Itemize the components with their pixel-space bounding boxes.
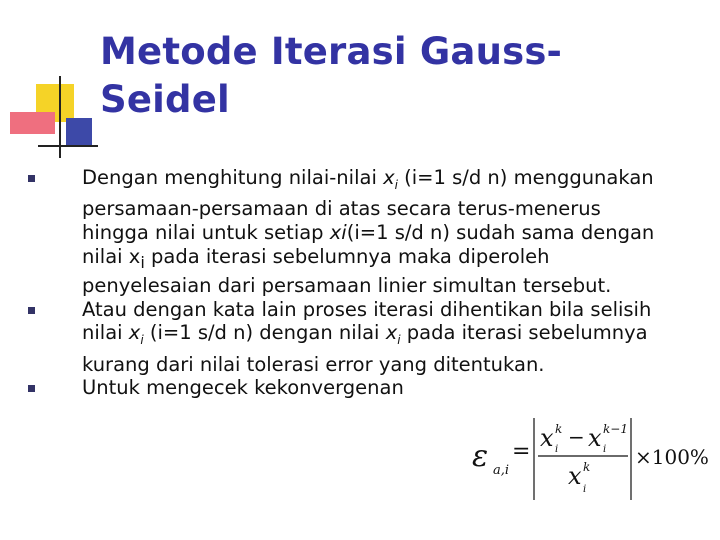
bullet-1-text-d: pada iterasi sebelumnya maka diperoleh penyelesaian dari persamaan linier simultan tersebut. [82, 244, 612, 298]
decorative-squares [0, 0, 100, 170]
var-x: $x_i$ [385, 321, 401, 348]
formula-k: k [555, 422, 563, 436]
formula-x-denominator: x [568, 462, 582, 490]
square-bullet-icon [28, 175, 35, 182]
square-bullet-icon [28, 307, 35, 314]
bullet-item-1 [26, 166, 666, 298]
bullet-item-3 [26, 376, 666, 400]
formula-k: k [583, 460, 591, 474]
title-line-1: Metode Iterasi Gauss- [100, 30, 563, 73]
convergence-formula [464, 412, 720, 504]
formula-i: i [583, 484, 587, 495]
square-bullet-icon [28, 385, 35, 392]
formula-x-current: x [540, 424, 554, 452]
var-x: $x_i$ [128, 321, 144, 348]
formula-i: i [603, 444, 607, 455]
formula-epsilon: ε [472, 439, 489, 474]
bullet-1-text-a: Dengan menghitung nilai-nilai [82, 166, 384, 189]
bullet-1-text-b: (i=1 s/d n) menggunakan persamaan-persamaan di atas secara terus-menerus hingga nilai untuk setiap [82, 166, 654, 245]
bullet-list [26, 166, 666, 400]
formula-epsilon-subscript: a,i [493, 463, 510, 478]
subscript-i: i [140, 252, 145, 272]
formula-i: i [555, 444, 559, 455]
formula-equals: = [512, 439, 531, 464]
slide-title [100, 28, 660, 124]
bullet-3-text: Untuk mengecek kekonvergenan [82, 376, 404, 400]
bullet-1-text-c: (i=1 s/d n) sudah sama dengan nilai x [82, 221, 655, 268]
bullet-item-2 [26, 298, 666, 377]
bullet-2-text-a: Atau dengan kata lain proses iterasi dihentikan bila selisih nilai [82, 297, 652, 345]
var-xi: xi [329, 221, 347, 245]
formula-times-100: ×100% [635, 445, 709, 469]
bullet-2-text-b: (i=1 s/d n) dengan nilai [143, 321, 386, 345]
formula-x-prev: x [588, 424, 602, 452]
bullet-2-text-c: pada iterasi sebelumnya kurang dari nilai tolerasi error yang ditentukan. [82, 321, 648, 376]
title-line-2: Seidel [100, 78, 230, 121]
formula-k-minus-1: k−1 [603, 422, 628, 436]
formula-minus: − [568, 425, 585, 449]
var-x: $x_i$ [383, 166, 398, 192]
